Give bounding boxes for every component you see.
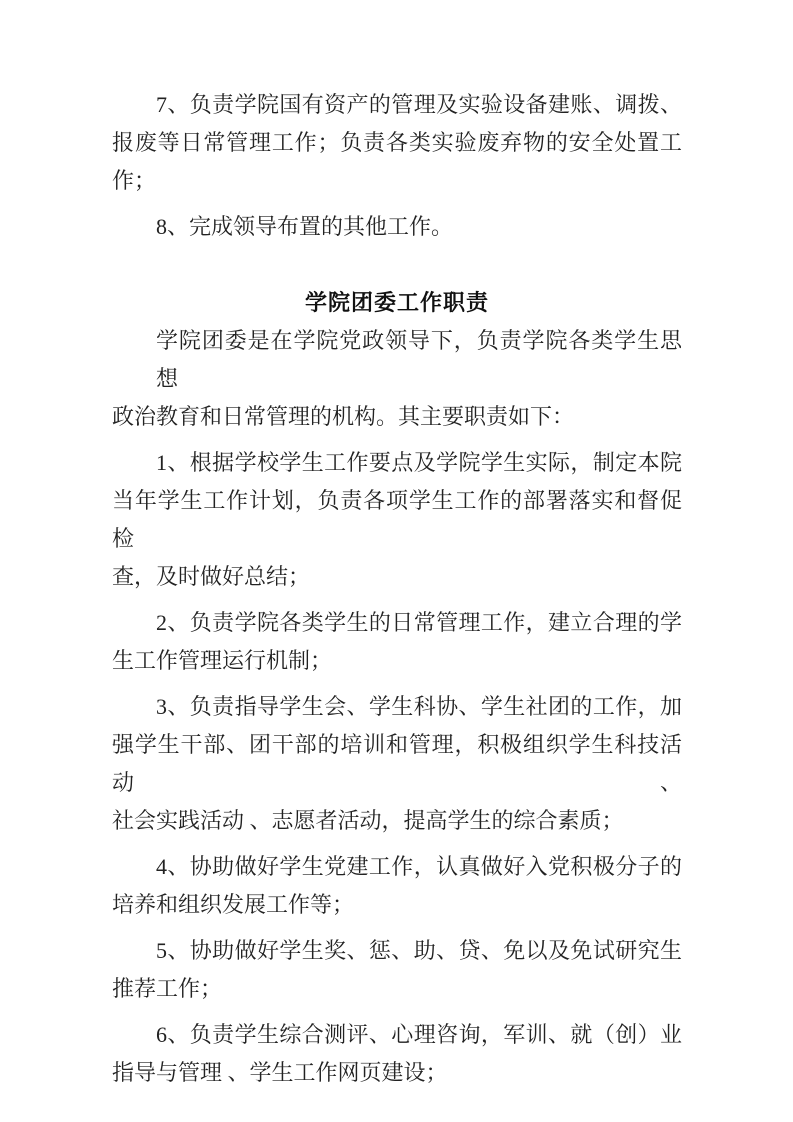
duty-item-2 xyxy=(112,604,682,680)
text-line: 查，及时做好总结； xyxy=(112,564,311,589)
duty-item-4 xyxy=(112,848,682,924)
duty-item-6 xyxy=(112,1016,682,1092)
duty-item-3 xyxy=(112,688,682,840)
text-line: 7、负责学院国有资产的管理及实验设备建账、调拨、 xyxy=(156,92,682,117)
intro-paragraph xyxy=(112,322,682,436)
text-line: 4、协助做好学生党建工作，认真做好入党积极分子的 xyxy=(156,854,682,879)
text-line: 指导与管理 、学生工作网页建设； xyxy=(112,1060,448,1085)
text-line: 培养和组织发展工作等； xyxy=(112,892,355,917)
text-line: 当年学生工作计划，负责各项学生工作的部署落实和督促检 xyxy=(112,488,682,551)
league-duties-heading: 学院团委工作职责 xyxy=(304,290,489,315)
text-line: 1、根据学校学生工作要点及学院学生实际，制定本院 xyxy=(156,450,682,475)
text-line: 推荐工作； xyxy=(112,976,223,1001)
text-line: 8、完成领导布置的其他工作。 xyxy=(156,214,454,239)
text-line: 报废等日常管理工作；负责各类实验废弃物的安全处置工 xyxy=(112,130,682,155)
document-text-block xyxy=(112,86,682,1092)
text-line: 3、负责指导学生会、学生科协、学生社团的工作，加 xyxy=(156,694,682,719)
text-line: 2、负责学院各类学生的日常管理工作，建立合理的学 xyxy=(156,610,682,635)
trailing-item-8 xyxy=(112,208,682,246)
text-line: 5、协助做好学生奖、惩、助、贷、免以及免试研究生 xyxy=(156,938,682,963)
duty-item-1 xyxy=(112,444,682,596)
trailing-item-7 xyxy=(112,86,682,200)
text-line: 社会实践活动 、志愿者活动，提高学生的综合素质； xyxy=(112,808,624,833)
text-line: 学院团委是在学院党政领导下，负责学院各类学生思想 xyxy=(156,328,682,391)
text-line: 生工作管理运行机制； xyxy=(112,648,333,673)
text-line: 政治教育和日常管理的机构。其主要职责如下： xyxy=(112,404,575,429)
duty-item-5 xyxy=(112,932,682,1008)
text-line: 6、负责学生综合测评、心理咨询，军训、就（创）业 xyxy=(156,1022,682,1047)
text-line: 强学生干部、团干部的培训和管理，积极组织学生科技活动、 xyxy=(112,732,682,795)
text-line: 作； xyxy=(112,168,157,193)
